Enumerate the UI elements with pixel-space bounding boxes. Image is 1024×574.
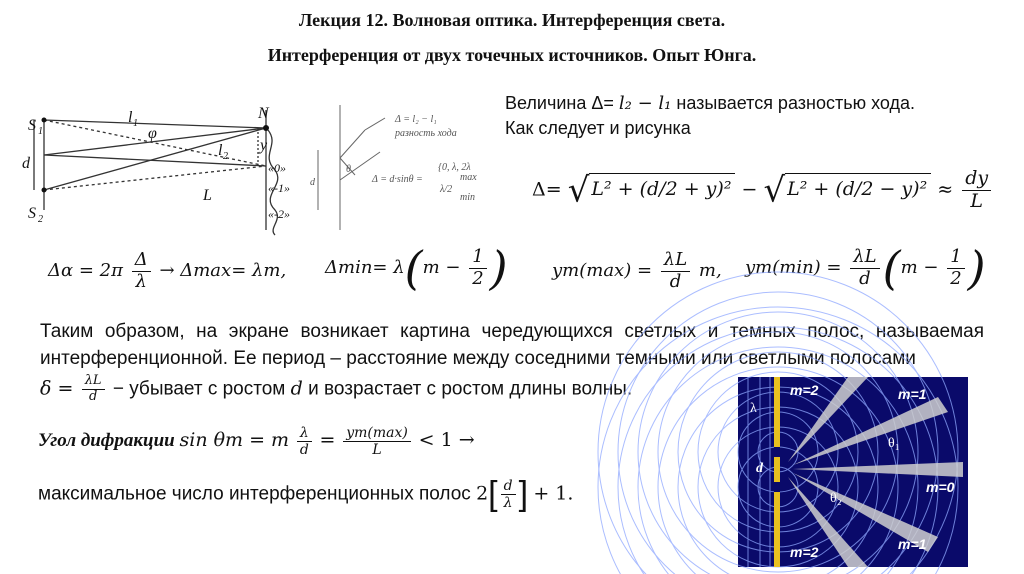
slide-subtitle: Интерференция от двух точечных источников. Опыт Юнга. — [267, 45, 757, 65]
wave-interference-image — [738, 377, 968, 567]
svg-text:θ: θ — [346, 164, 351, 175]
half-den: 2 — [472, 267, 484, 289]
svg-text:m=1: m=1 — [898, 536, 927, 552]
half-num: 1 — [469, 247, 486, 269]
ymax-lhs: ym(max) = — [552, 260, 653, 282]
angle-eq: = — [319, 428, 336, 451]
d-den-1: d — [669, 270, 682, 292]
max-fringe-count — [38, 475, 573, 514]
paren-right: ) — [489, 241, 508, 295]
dalpha-den: λ — [135, 270, 147, 292]
dy-num: dy — [962, 168, 991, 191]
svg-text:d: d — [310, 177, 315, 188]
lambdaL-num-1: λL — [661, 250, 690, 272]
ymax-formula — [552, 250, 722, 292]
period-num: λL — [82, 374, 105, 390]
half-den-2: 2 — [950, 267, 962, 289]
lambdaL-num-2: λL — [850, 247, 879, 269]
sqrt-sign-1: √ — [567, 170, 590, 211]
dalpha-frac — [132, 250, 151, 292]
ymax-over-L — [343, 425, 411, 458]
svg-text:S: S — [28, 205, 36, 222]
angle-formula — [38, 425, 475, 458]
delta-eq: Δ= — [532, 178, 562, 201]
svg-text:разность хода: разность хода — [395, 128, 457, 139]
angle-f2-num: ym(max) — [343, 425, 411, 442]
period-text-3: и возрастает с ростом длины волны. — [308, 378, 633, 400]
definition-formula: l₂ − l₁ — [618, 93, 672, 114]
dmin-lhs: Δmin= λ — [325, 257, 405, 278]
bracket-left: [ — [488, 475, 498, 513]
angle-f2-den: L — [372, 442, 382, 459]
max-count-num: d — [501, 478, 516, 495]
delta-symbol: δ = — [40, 377, 74, 400]
m-minus: m − — [900, 257, 939, 278]
d-symbol: d — [290, 377, 303, 400]
paren-left-2: ( — [882, 241, 901, 295]
svg-text:φ: φ — [148, 125, 157, 142]
half-num-2: 1 — [947, 247, 964, 269]
path-difference-definition — [505, 93, 915, 114]
dalpha-num: Δ — [132, 250, 151, 272]
svg-text:{0, λ, 2λ: {0, λ, 2λ — [438, 162, 471, 173]
d-over-lambda — [501, 478, 516, 511]
sqrt-term-1: L² + (d/2 + y)² — [589, 173, 735, 200]
dy-over-L — [962, 168, 991, 213]
paren-left: ( — [404, 241, 423, 295]
svg-text:«-2»: «-2» — [268, 207, 290, 221]
sqrt-sign-2: √ — [763, 170, 786, 211]
half-frac — [469, 247, 486, 289]
lambda-over-d — [297, 425, 312, 458]
svg-text:m=0: m=0 — [926, 479, 955, 495]
svg-text:Δ = d·sinθ =: Δ = d·sinθ = — [372, 174, 423, 185]
period-den: d — [88, 388, 98, 404]
svg-text:2: 2 — [38, 214, 43, 225]
delta-formula — [532, 168, 994, 213]
svg-text:λ/2: λ/2 — [440, 184, 453, 195]
angle-f1-num: λ — [297, 425, 312, 442]
max-count-suffix: + 1. — [533, 482, 574, 505]
half-frac-2 — [947, 247, 964, 289]
max-count-prefix: 2 — [476, 482, 489, 505]
definition-suffix: называется разностью хода. — [676, 93, 916, 113]
angle-f1-den: d — [299, 442, 309, 459]
young-experiment-diagram — [22, 100, 303, 240]
svg-text:m=2: m=2 — [790, 382, 819, 398]
svg-text:y: y — [260, 137, 268, 154]
angle-label: Угол дифракции — [38, 429, 175, 451]
svg-text:«0»: «0» — [268, 161, 286, 175]
lambdaL-over-d-1 — [661, 250, 690, 292]
max-count-den: λ — [503, 495, 513, 511]
svg-text:L: L — [203, 187, 212, 204]
wave-interference-svg — [738, 377, 968, 567]
svg-text:l: l — [128, 109, 133, 126]
sin-expression: sin θm = m — [179, 428, 290, 451]
svg-text:max: max — [460, 172, 477, 183]
svg-text:2: 2 — [223, 151, 228, 162]
ymin-lhs: ym(min) = — [745, 257, 842, 278]
svg-text:min: min — [460, 192, 475, 203]
svg-text:«-1»: «-1» — [268, 181, 290, 195]
lecture-title: Лекция 12. Волновая оптика. Интерференция света. — [298, 10, 726, 30]
lambdaL-over-d-2 — [850, 247, 879, 289]
svg-text:m=2: m=2 — [790, 544, 819, 560]
dalpha-lhs: Δα = 2π — [48, 260, 123, 282]
paren-right-2: ) — [967, 241, 986, 295]
paragraph-text-1: Таким образом, на экране возникает картина чередующихся светлых и темных полос, называемая интерференционной. Ее период – расстояние между соседними темными или светлыми полосами — [40, 321, 984, 369]
angle-tail: < 1 → — [418, 428, 475, 451]
svg-text:d: d — [756, 461, 763, 476]
approx-sign: ≈ — [937, 178, 954, 201]
delta-alpha-formula — [48, 250, 286, 292]
dmax-formula: → Δmax= λm, — [159, 260, 287, 282]
sqrt-term-2: L² + (d/2 − y)² — [785, 173, 931, 200]
definition-prefix: Величина Δ= — [505, 93, 614, 113]
period-line — [40, 374, 632, 405]
bracket-right: ] — [518, 475, 529, 513]
svg-text:d: d — [22, 155, 30, 172]
period-text-2: − убывает с ростом — [112, 378, 286, 400]
minus-sign: − — [741, 178, 758, 201]
svg-text:1: 1 — [133, 118, 138, 129]
dmin-formula — [325, 241, 508, 295]
svg-text:S: S — [28, 117, 36, 134]
hand-sketch-diagram — [310, 100, 495, 235]
svg-text:λ: λ — [750, 401, 757, 416]
ymin-formula — [745, 241, 986, 295]
max-count-text: максимальное число интерференционных полос — [38, 483, 471, 505]
svg-text:θ₂: θ₂ — [830, 491, 842, 506]
svg-text:1: 1 — [38, 126, 43, 137]
period-frac — [82, 374, 105, 405]
d-den-2: d — [859, 267, 871, 289]
svg-text:Δ = l₂ − l₁: Δ = l₂ − l₁ — [395, 114, 437, 125]
dy-den: L — [970, 189, 983, 212]
dmin-inner: m − — [422, 257, 461, 278]
svg-text:l: l — [218, 142, 223, 159]
svg-text:θ₁: θ₁ — [888, 436, 900, 451]
svg-text:N: N — [258, 105, 269, 122]
as-follows-line: Как следует и рисунка — [505, 118, 691, 138]
m-comma: m, — [698, 260, 722, 282]
interference-paragraph — [40, 318, 984, 372]
svg-text:m=1: m=1 — [898, 386, 927, 402]
